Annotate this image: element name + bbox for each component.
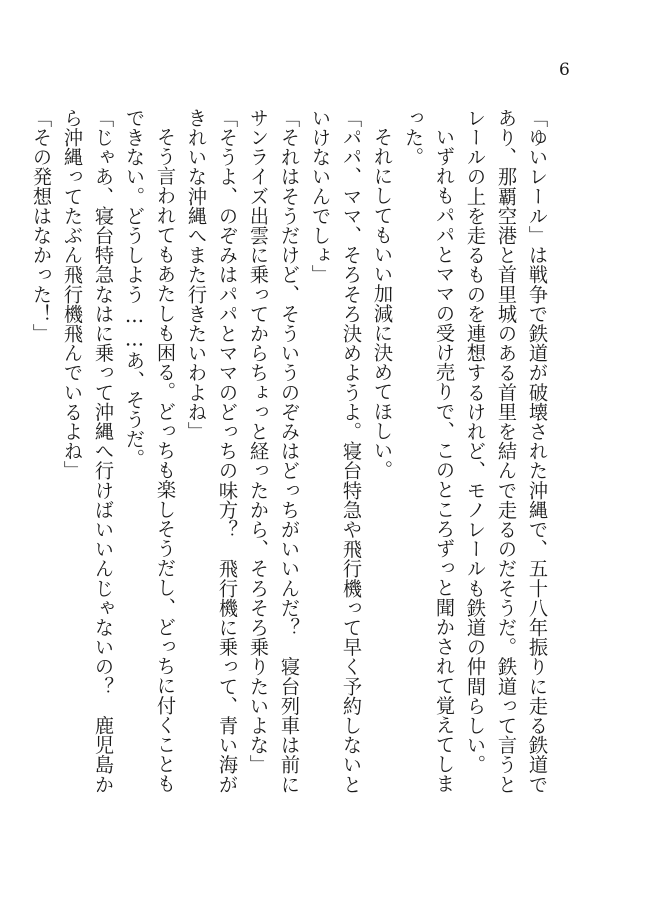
dialogue-line: 「そうよ、のぞみはパパとママのどっちの味方？ 飛行機に乗って、青い海がきれいな沖縄へまた行きたいわよね」 [185, 108, 239, 794]
page-number: 6 [559, 60, 570, 80]
dialogue-line: 「じゃあ、寝台特急なはに乗って沖縄へ行けばいいんじゃないの？ 鹿児島から沖縄ってたぶん飛行機飛んでいるよね」 [61, 108, 115, 794]
body-text [30, 108, 553, 813]
paragraph: 「ゆいレール」は戦争で鉄道が破壊された沖縄で、五十八年振りに走る鉄道であり、那覇空港と首里城のある首里を結んで走るのだそうだ。鉄道って言うとレールの上を走るものを連想するけれど、モノレールも鉄道の仲間らしい。 [464, 108, 549, 794]
paragraph: それにしてもいい加減に決めてほしい。 [371, 127, 394, 480]
dialogue-line: 「それはそうだけど、そういうのぞみはどっちがいいんだ？ 寝台列車は前にサンライズ出雲に乗ってからちょっと経ったから、そろそろ乗りたいよな」 [247, 108, 301, 794]
dialogue-line: 「その発想はなかった！」 [30, 108, 53, 344]
paragraph: いずれもパパとママの受け売りで、このところずっと聞かされて覚えてしまった。 [402, 108, 456, 794]
dialogue-line: 「パパ、ママ、そろそろ決めようよ。寝台特急や飛行機って早く予約しないといけないんでしょ」 [309, 108, 363, 794]
paragraph: そう言われてもあたしも困る。どっちも楽しそうだし、どっちに付くこともできない。どうしよう……あ、そうだ。 [123, 108, 177, 794]
